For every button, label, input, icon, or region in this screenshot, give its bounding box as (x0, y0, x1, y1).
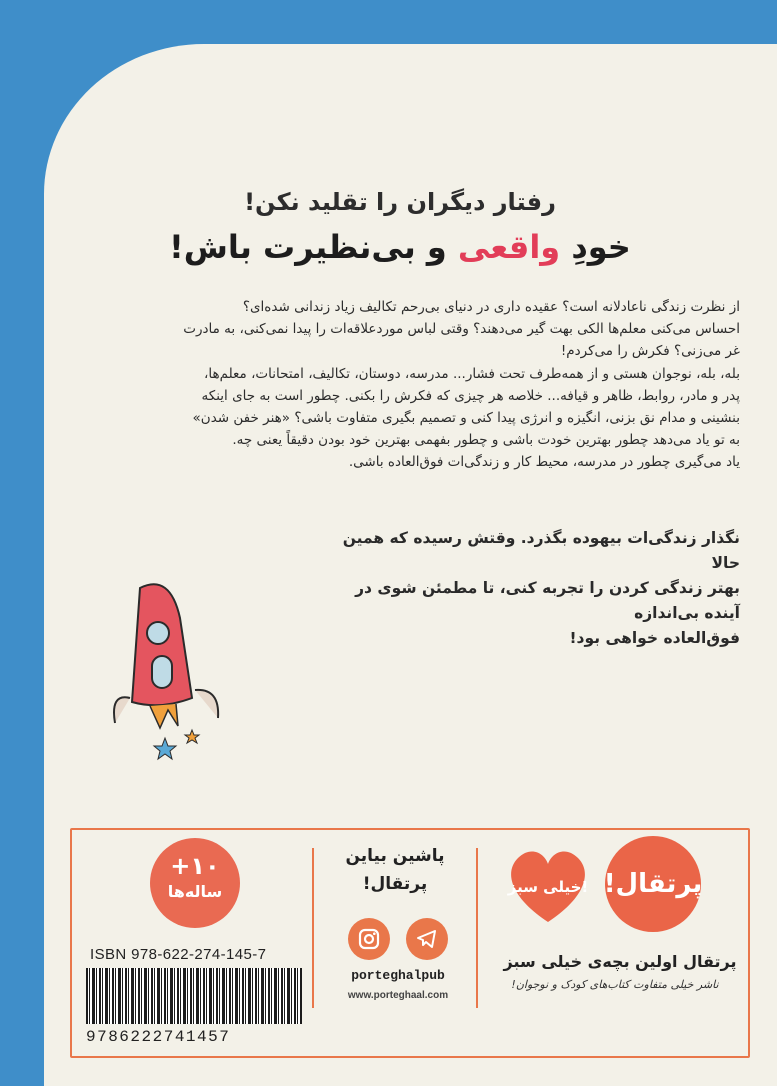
instagram-icon[interactable] (348, 918, 390, 960)
headline-2-c: و بی‌نظیرت باش! (169, 228, 458, 266)
cta-line: نگذار زندگی‌ات بیهوده بگذرد. وقتش رسیده که همین حالا (342, 529, 740, 572)
telegram-icon[interactable] (406, 918, 448, 960)
barcode-image (86, 968, 302, 1024)
headline-1: رفتار دیگران را تقلید نکن! (244, 188, 556, 216)
blurb (70, 296, 740, 474)
website-link[interactable]: www.porteghaal.com (347, 990, 449, 1001)
publisher-name: پرتقال اولین بچه‌ی خیلی سبز (503, 952, 737, 971)
call-to-action (320, 526, 740, 651)
blurb-line: یاد می‌گیری چطور در مدرسه، محیط کار و زندگی‌ات فوق‌العاده باشی. (348, 454, 740, 471)
age-number: +۱۰ (170, 852, 220, 880)
blurb-line: از نظرت زندگی ناعادلانه است؟ عقیده داری در دنیای بی‌رحم تکالیف زیاد زندانی شده‌ای؟ (242, 299, 740, 315)
slogan-line-1: پاشین بیاین (345, 846, 445, 866)
headline-2-highlight: واقعی (457, 228, 561, 266)
kheili-sabz-logo (500, 842, 596, 928)
blurb-line: به تو یاد می‌دهد چطور بهترین خودت باشی و چطور بفهمی بهترین خود بودن دقیقاً یعنی چه. (232, 432, 740, 449)
barcode-number: 9786222741457 (86, 1028, 302, 1046)
publisher-tagline: ناشر خیلی متفاوت کتاب‌های کودک و نوجوان! (511, 978, 719, 991)
headline-2 (140, 228, 660, 266)
footer-divider (312, 848, 314, 1008)
blurb-line: بنشینی و مدام نق بزنی، انگیزه و انرژی پیدا کنی و تصمیم بگیری متفاوت باشی؟ «هنر خفن شدن» (192, 410, 740, 427)
social-handle: porteghalpub (351, 968, 445, 983)
blurb-line: غر می‌زنی؟ فکرش را می‌کردم! (560, 343, 740, 360)
age-badge (150, 838, 240, 928)
logo2-text: خیلی سبز! (507, 878, 589, 896)
rocket-illustration (100, 578, 230, 768)
footer-divider (476, 848, 478, 1008)
slogan-line-2: پرتقال! (362, 874, 428, 894)
blurb-line: احساس می‌کنی معلم‌ها الکی بهت گیر می‌دهند؟ وقتی لباس موردعلاقه‌ات را پیدا نمی‌کنی، به مادرت (183, 321, 740, 338)
headline-2-a: خودِ (560, 228, 631, 266)
cta-line: فوق‌العاده خواهی بود! (569, 629, 740, 647)
age-label: ساله‌ها (167, 882, 223, 901)
blurb-line: پدر و مادر، روابط، ظاهر و قیافه... خلاصه هر چیزی که فکرش را بکنی. چطور است به جای اینکه (201, 387, 740, 404)
cta-line: بهتر زندگی کردن را تجربه کنی، تا مطمئن شوی در آینده بی‌اندازه (355, 579, 740, 622)
porteghal-logo: پرتقال! (605, 836, 701, 932)
isbn: ISBN 978-622-274-145-7 (90, 946, 267, 963)
blurb-line: بله، بله، نوجوان هستی و از همه‌طرف تحت فشار... مدرسه، دوستان، تکالیف، امتحانات، معلم‌ها، (204, 365, 740, 382)
slogan (340, 842, 450, 898)
